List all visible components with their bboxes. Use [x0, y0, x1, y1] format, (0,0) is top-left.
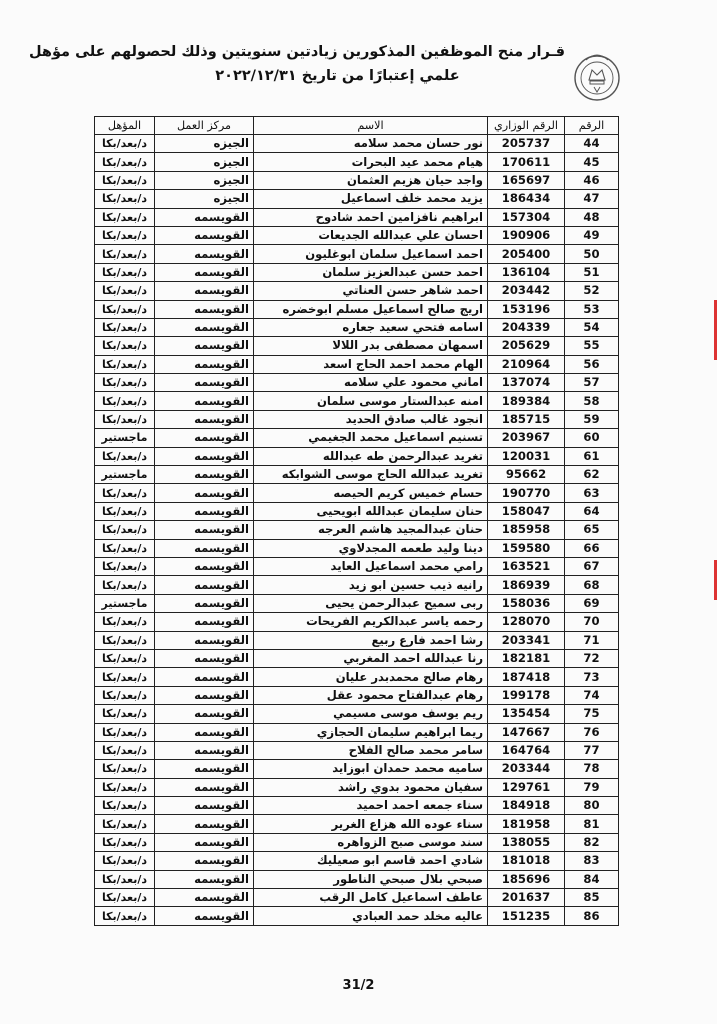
work-center: القويسمه — [155, 741, 254, 759]
work-center: القويسمه — [155, 502, 254, 520]
table-row — [95, 374, 619, 392]
row-number: 76 — [565, 723, 619, 741]
row-number: 72 — [565, 649, 619, 667]
qualification: د/بعد/بكا — [95, 318, 155, 336]
employee-name: الهام محمد احمد الحاج اسعد — [254, 355, 488, 373]
employee-name: اسامه فتحي سعيد جعاره — [254, 318, 488, 336]
ministry-id: 203341 — [488, 631, 565, 649]
work-center: القويسمه — [155, 300, 254, 318]
qualification: د/بعد/بكا — [95, 374, 155, 392]
work-center: القويسمه — [155, 226, 254, 244]
row-number: 63 — [565, 484, 619, 502]
row-number: 58 — [565, 392, 619, 410]
qualification: د/بعد/بكا — [95, 135, 155, 153]
table-row — [95, 705, 619, 723]
row-number: 61 — [565, 447, 619, 465]
table-row — [95, 594, 619, 612]
row-number: 66 — [565, 539, 619, 557]
row-number: 71 — [565, 631, 619, 649]
row-number: 69 — [565, 594, 619, 612]
work-center: القويسمه — [155, 539, 254, 557]
work-center: القويسمه — [155, 594, 254, 612]
work-center: القويسمه — [155, 355, 254, 373]
table-row — [95, 741, 619, 759]
row-number: 68 — [565, 576, 619, 594]
row-number: 44 — [565, 135, 619, 153]
ministry-id: 120031 — [488, 447, 565, 465]
qualification: د/بعد/بكا — [95, 889, 155, 907]
row-number: 81 — [565, 815, 619, 833]
employee-name: رانيه ذيب حسين ابو زيد — [254, 576, 488, 594]
row-number: 60 — [565, 429, 619, 447]
qualification: د/بعد/بكا — [95, 337, 155, 355]
employee-name: تغريد عبدالرحمن طه عبدالله — [254, 447, 488, 465]
ministry-id: 190770 — [488, 484, 565, 502]
row-number: 82 — [565, 833, 619, 851]
work-center: القويسمه — [155, 392, 254, 410]
work-center: القويسمه — [155, 318, 254, 336]
work-center: القويسمه — [155, 282, 254, 300]
row-number: 57 — [565, 374, 619, 392]
table-row — [95, 355, 619, 373]
qualification: د/بعد/بكا — [95, 576, 155, 594]
table-row — [95, 484, 619, 502]
ministry-id: 186434 — [488, 190, 565, 208]
employee-name: احسان علي عبدالله الجديعات — [254, 226, 488, 244]
row-number: 52 — [565, 282, 619, 300]
work-center: القويسمه — [155, 208, 254, 226]
row-number: 48 — [565, 208, 619, 226]
column-header-qualification: المؤهل — [95, 117, 155, 135]
column-header-number: الرقم — [565, 117, 619, 135]
qualification: ماجستير — [95, 466, 155, 484]
table-row — [95, 852, 619, 870]
employee-name: اسمهان مصطفى بدر اللالا — [254, 337, 488, 355]
qualification: د/بعد/بكا — [95, 355, 155, 373]
ministry-id: 151235 — [488, 907, 565, 925]
employee-name: سناء جمعه احمد احميد — [254, 797, 488, 815]
ministry-id: 203442 — [488, 282, 565, 300]
employee-name: حنان عبدالمجيد هاشم العرجه — [254, 521, 488, 539]
table-row — [95, 815, 619, 833]
row-number: 46 — [565, 171, 619, 189]
ministry-id: 158047 — [488, 502, 565, 520]
table-row — [95, 797, 619, 815]
work-center: القويسمه — [155, 447, 254, 465]
row-number: 80 — [565, 797, 619, 815]
qualification: د/بعد/بكا — [95, 208, 155, 226]
row-number: 45 — [565, 153, 619, 171]
table-row — [95, 447, 619, 465]
employee-name: ساميه محمد حمدان ابوزايد — [254, 760, 488, 778]
ministry-id: 185696 — [488, 870, 565, 888]
work-center: القويسمه — [155, 245, 254, 263]
ministry-id: 129761 — [488, 778, 565, 796]
employee-name: احمد شاهر حسن العناتي — [254, 282, 488, 300]
table-row — [95, 723, 619, 741]
qualification: د/بعد/بكا — [95, 539, 155, 557]
table-row — [95, 190, 619, 208]
row-number: 83 — [565, 852, 619, 870]
qualification: د/بعد/بكا — [95, 521, 155, 539]
qualification: د/بعد/بكا — [95, 907, 155, 925]
table-row — [95, 226, 619, 244]
row-number: 50 — [565, 245, 619, 263]
ministry-id: 153196 — [488, 300, 565, 318]
table-row — [95, 208, 619, 226]
ministry-id: 185715 — [488, 410, 565, 428]
table-row — [95, 613, 619, 631]
employee-name: حنان سليمان عبدالله ابويحيى — [254, 502, 488, 520]
work-center: القويسمه — [155, 705, 254, 723]
table-row — [95, 760, 619, 778]
table-row — [95, 300, 619, 318]
ministry-id: 187418 — [488, 668, 565, 686]
employee-name: رهام عبدالفتاح محمود عقل — [254, 686, 488, 704]
qualification: د/بعد/بكا — [95, 263, 155, 281]
qualification: د/بعد/بكا — [95, 171, 155, 189]
row-number: 53 — [565, 300, 619, 318]
table-row — [95, 576, 619, 594]
employee-name: واجد حيان هزيم العثمان — [254, 171, 488, 189]
table-row — [95, 668, 619, 686]
table-row — [95, 907, 619, 925]
table-row — [95, 282, 619, 300]
work-center: القويسمه — [155, 760, 254, 778]
employee-name: احمد اسماعيل سلمان ابوغليون — [254, 245, 488, 263]
work-center: القويسمه — [155, 723, 254, 741]
qualification: ماجستير — [95, 429, 155, 447]
ministry-id: 147667 — [488, 723, 565, 741]
qualification: د/بعد/بكا — [95, 484, 155, 502]
work-center: القويسمه — [155, 374, 254, 392]
table-row — [95, 318, 619, 336]
qualification: د/بعد/بكا — [95, 852, 155, 870]
employee-name: شادي احمد قاسم ابو صعيليك — [254, 852, 488, 870]
ministry-id: 128070 — [488, 613, 565, 631]
qualification: د/بعد/بكا — [95, 226, 155, 244]
column-header-work-center: مركز العمل — [155, 117, 254, 135]
table-row — [95, 889, 619, 907]
row-number: 47 — [565, 190, 619, 208]
row-number: 86 — [565, 907, 619, 925]
ministry-id: 186939 — [488, 576, 565, 594]
title-line-2: علمي إعتبارًا من تاريخ ٢٠٢٢/١٢/٣١ — [215, 68, 460, 84]
qualification: د/بعد/بكا — [95, 723, 155, 741]
row-number: 79 — [565, 778, 619, 796]
work-center: القويسمه — [155, 852, 254, 870]
qualification: د/بعد/بكا — [95, 778, 155, 796]
ministry-id: 203967 — [488, 429, 565, 447]
employee-name: رهام صالح محمدبدر عليان — [254, 668, 488, 686]
table-row — [95, 466, 619, 484]
qualification: د/بعد/بكا — [95, 833, 155, 851]
employee-name: ربى سميح عبدالرحمن يحيى — [254, 594, 488, 612]
employee-name: سند موسى صبح الزواهره — [254, 833, 488, 851]
ministry-id: 95662 — [488, 466, 565, 484]
qualification: د/بعد/بكا — [95, 502, 155, 520]
table-row — [95, 686, 619, 704]
work-center: القويسمه — [155, 557, 254, 575]
employee-name: تغريد عبدالله الحاج موسى الشوابكه — [254, 466, 488, 484]
work-center: القويسمه — [155, 466, 254, 484]
ministry-id: 165697 — [488, 171, 565, 189]
work-center: القويسمه — [155, 263, 254, 281]
qualification: د/بعد/بكا — [95, 282, 155, 300]
row-number: 49 — [565, 226, 619, 244]
row-number: 51 — [565, 263, 619, 281]
ministry-id: 184918 — [488, 797, 565, 815]
table-row — [95, 502, 619, 520]
row-number: 73 — [565, 668, 619, 686]
title-line-1: قـرار منح الموظفين المذكورين زيادتين سنويتين وذلك لحصولهم على مؤهل — [28, 44, 565, 60]
qualification: د/بعد/بكا — [95, 392, 155, 410]
employees-table — [94, 116, 619, 926]
employee-name: ريما ابراهيم سليمان الحجازي — [254, 723, 488, 741]
row-number: 67 — [565, 557, 619, 575]
employee-name: عاطف اسماعيل كامل الرقب — [254, 889, 488, 907]
qualification: د/بعد/بكا — [95, 815, 155, 833]
qualification: د/بعد/بكا — [95, 686, 155, 704]
work-center: الجيزه — [155, 153, 254, 171]
ministry-id: 182181 — [488, 649, 565, 667]
work-center: الجيزه — [155, 171, 254, 189]
table-row — [95, 539, 619, 557]
employee-name: رامي محمد اسماعيل العايد — [254, 557, 488, 575]
work-center: القويسمه — [155, 649, 254, 667]
work-center: القويسمه — [155, 797, 254, 815]
work-center: القويسمه — [155, 815, 254, 833]
qualification: د/بعد/بكا — [95, 410, 155, 428]
table-row — [95, 153, 619, 171]
row-number: 59 — [565, 410, 619, 428]
table-row — [95, 263, 619, 281]
employee-name: سفيان محمود بدوي راشد — [254, 778, 488, 796]
employee-name: دينا وليد طعمه المجدلاوي — [254, 539, 488, 557]
table-row — [95, 429, 619, 447]
table-row — [95, 557, 619, 575]
row-number: 75 — [565, 705, 619, 723]
employee-name: ابراهيم نافزامين احمد شادوح — [254, 208, 488, 226]
work-center: القويسمه — [155, 521, 254, 539]
employee-name: حسام خميس كريم الحيصه — [254, 484, 488, 502]
qualification: د/بعد/بكا — [95, 668, 155, 686]
ministry-id: 201637 — [488, 889, 565, 907]
column-header-ministry-id: الرقم الوزاري — [488, 117, 565, 135]
qualification: د/بعد/بكا — [95, 705, 155, 723]
work-center: القويسمه — [155, 889, 254, 907]
column-header-name: الاسم — [254, 117, 488, 135]
document-title — [28, 40, 565, 88]
ministry-id: 181018 — [488, 852, 565, 870]
table-row — [95, 245, 619, 263]
employee-name: انجود غالب صادق الحديد — [254, 410, 488, 428]
work-center: القويسمه — [155, 410, 254, 428]
ministry-id: 205629 — [488, 337, 565, 355]
work-center: الجيزه — [155, 190, 254, 208]
qualification: د/بعد/بكا — [95, 245, 155, 263]
ministry-id: 181958 — [488, 815, 565, 833]
qualification: د/بعد/بكا — [95, 797, 155, 815]
ministry-id: 205737 — [488, 135, 565, 153]
row-number: 85 — [565, 889, 619, 907]
work-center: القويسمه — [155, 907, 254, 925]
table-row — [95, 410, 619, 428]
ministry-seal-icon — [572, 46, 622, 106]
ministry-id: 203344 — [488, 760, 565, 778]
ministry-id: 157304 — [488, 208, 565, 226]
ministry-id: 136104 — [488, 263, 565, 281]
ministry-id: 190906 — [488, 226, 565, 244]
employee-name: هيام محمد عيد البحرات — [254, 153, 488, 171]
table-row — [95, 135, 619, 153]
work-center: القويسمه — [155, 686, 254, 704]
work-center: الجيزه — [155, 135, 254, 153]
work-center: القويسمه — [155, 668, 254, 686]
work-center: القويسمه — [155, 337, 254, 355]
table-row — [95, 392, 619, 410]
ministry-id: 159580 — [488, 539, 565, 557]
employee-name: عاليه مخلد حمد العبادي — [254, 907, 488, 925]
ministry-id: 164764 — [488, 741, 565, 759]
work-center: القويسمه — [155, 870, 254, 888]
row-number: 56 — [565, 355, 619, 373]
table-row — [95, 778, 619, 796]
ministry-id: 189384 — [488, 392, 565, 410]
qualification: د/بعد/بكا — [95, 760, 155, 778]
ministry-id: 170611 — [488, 153, 565, 171]
ministry-id: 163521 — [488, 557, 565, 575]
employee-name: رحمه ياسر عبدالكريم الفريحات — [254, 613, 488, 631]
table-row — [95, 631, 619, 649]
row-number: 54 — [565, 318, 619, 336]
table-row — [95, 337, 619, 355]
row-number: 74 — [565, 686, 619, 704]
ministry-id: 205400 — [488, 245, 565, 263]
employee-name: امنه عبدالستار موسى سلمان — [254, 392, 488, 410]
row-number: 84 — [565, 870, 619, 888]
qualification: د/بعد/بكا — [95, 557, 155, 575]
page-number: 31/2 — [342, 978, 375, 993]
row-number: 55 — [565, 337, 619, 355]
work-center: القويسمه — [155, 613, 254, 631]
employee-name: سامر محمد صالح الفلاح — [254, 741, 488, 759]
employee-name: يزيد محمد خلف اسماعيل — [254, 190, 488, 208]
table-row — [95, 649, 619, 667]
table-row — [95, 171, 619, 189]
qualification: ماجستير — [95, 594, 155, 612]
work-center: القويسمه — [155, 576, 254, 594]
employee-name: اماني محمود علي سلامه — [254, 374, 488, 392]
ministry-id: 137074 — [488, 374, 565, 392]
ministry-id: 138055 — [488, 833, 565, 851]
employee-name: تسنيم اسماعيل محمد الجغيمي — [254, 429, 488, 447]
work-center: القويسمه — [155, 429, 254, 447]
ministry-id: 158036 — [488, 594, 565, 612]
table-row — [95, 833, 619, 851]
row-number: 78 — [565, 760, 619, 778]
employee-name: احمد حسن عبدالعزيز سلمان — [254, 263, 488, 281]
row-number: 64 — [565, 502, 619, 520]
row-number: 62 — [565, 466, 619, 484]
table-header-row — [95, 117, 619, 135]
ministry-id: 135454 — [488, 705, 565, 723]
work-center: القويسمه — [155, 631, 254, 649]
qualification: د/بعد/بكا — [95, 190, 155, 208]
employee-name: رنا عبدالله احمد المغربي — [254, 649, 488, 667]
qualification: د/بعد/بكا — [95, 613, 155, 631]
qualification: د/بعد/بكا — [95, 631, 155, 649]
row-number: 70 — [565, 613, 619, 631]
ministry-id: 185958 — [488, 521, 565, 539]
qualification: د/بعد/بكا — [95, 649, 155, 667]
employee-name: رشا احمد فارع ربيع — [254, 631, 488, 649]
ministry-id: 210964 — [488, 355, 565, 373]
qualification: د/بعد/بكا — [95, 300, 155, 318]
ministry-id: 204339 — [488, 318, 565, 336]
qualification: د/بعد/بكا — [95, 447, 155, 465]
employee-name: نور حسان محمد سلامه — [254, 135, 488, 153]
work-center: القويسمه — [155, 484, 254, 502]
ministry-id: 199178 — [488, 686, 565, 704]
qualification: د/بعد/بكا — [95, 153, 155, 171]
row-number: 65 — [565, 521, 619, 539]
table-row — [95, 870, 619, 888]
employee-name: سناء عوده الله هزاع الغرير — [254, 815, 488, 833]
employee-name: صبحي بلال صبحي الناطور — [254, 870, 488, 888]
table-row — [95, 521, 619, 539]
qualification: د/بعد/بكا — [95, 870, 155, 888]
qualification: د/بعد/بكا — [95, 741, 155, 759]
row-number: 77 — [565, 741, 619, 759]
employee-name: اريج صالح اسماعيل مسلم ابوخضره — [254, 300, 488, 318]
work-center: القويسمه — [155, 833, 254, 851]
employee-name: ريم يوسف موسى مسيمي — [254, 705, 488, 723]
work-center: القويسمه — [155, 778, 254, 796]
